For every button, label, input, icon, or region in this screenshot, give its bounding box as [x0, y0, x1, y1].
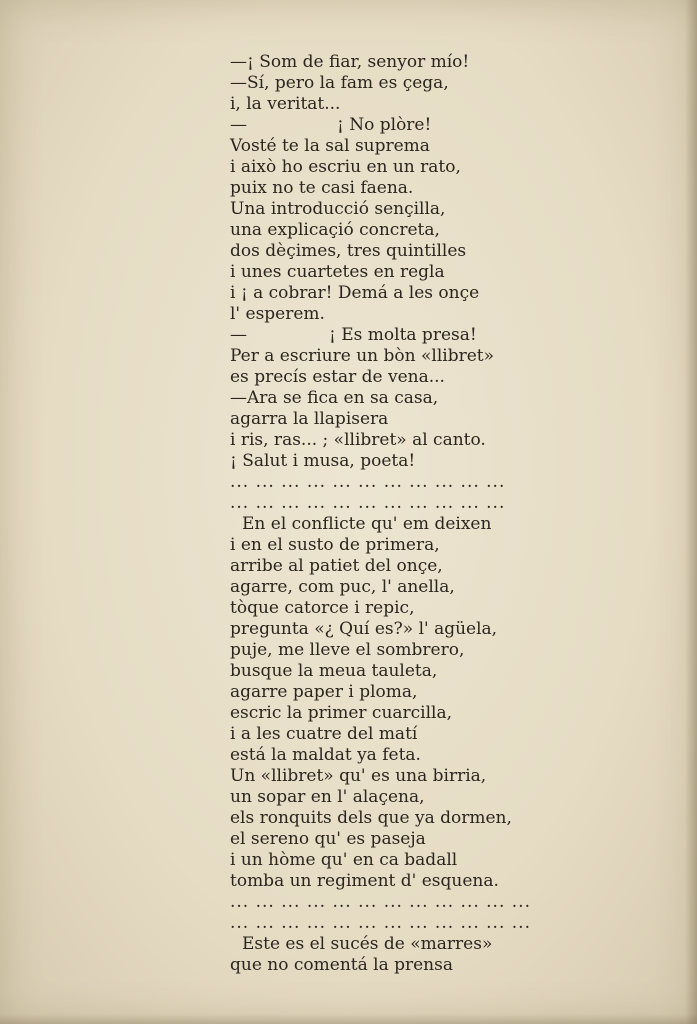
verse-line: es precís estar de vena... [230, 367, 445, 387]
verse-line: l' esperem. [230, 304, 325, 324]
verse-line: i en el susto de primera, [230, 535, 440, 555]
dialogue-dash: — [230, 115, 247, 135]
ellipsis-separator: ... ... ... ... ... ... ... ... ... ... ... [230, 493, 506, 513]
verse-line: puix no te casi faena. [230, 178, 414, 198]
verse-line: i, la veritat... [230, 94, 341, 114]
verse-line: un sopar en l' alaçena, [230, 787, 425, 807]
verse-line: tomba un regiment d' esquena. [230, 871, 499, 891]
verse-line: Un «llibret» qu' es una birria, [230, 766, 487, 786]
page-bottom-shadow [0, 1014, 697, 1024]
verse-line-right: ¡ No plòre! [337, 115, 432, 135]
ellipsis-separator: ... ... ... ... ... ... ... ... ... ... ... [230, 472, 506, 492]
verse-line: els ronquits dels que ya dormen, [230, 808, 512, 828]
verse-line: una explicaçió concreta, [230, 220, 440, 240]
verse-line-right: ¡ Es molta presa! [329, 325, 477, 345]
page-edge-shadow [685, 0, 697, 1024]
verse-line: dos dèçimes, tres quintilles [230, 241, 467, 261]
verse-line: En el conflicte qu' em deixen [242, 514, 492, 534]
verse-line: —Sí, pero la fam es çega, [230, 73, 449, 93]
ellipsis-separator: ... ... ... ... ... ... ... ... ... ... ... ... [230, 892, 531, 912]
verse-line: i ris, ras... ; «llibret» al canto. [230, 430, 486, 450]
verse-line: Per a escriure un bòn «llibret» [230, 346, 494, 366]
verse-line: está la maldat ya feta. [230, 745, 421, 765]
verse-line: arribe al patiet del onçe, [230, 556, 443, 576]
verse-line: i ¡ a cobrar! Demá a les onçe [230, 283, 480, 303]
verse-line-split [230, 325, 560, 346]
verse-line: i a les cuatre del matí [230, 724, 418, 744]
verse-line: agarra la llapisera [230, 409, 389, 429]
verse-line: i això ho escriu en un rato, [230, 157, 461, 177]
verse-line: que no comentá la prensa [230, 955, 453, 975]
verse-line: Vosté te la sal suprema [230, 136, 430, 156]
verse-line: pregunta «¿ Quí es?» l' agüela, [230, 619, 498, 639]
verse-line: —Ara se fica en sa casa, [230, 388, 439, 408]
verse-line: el sereno qu' es paseja [230, 829, 426, 849]
verse-line: escric la primer cuarcilla, [230, 703, 453, 723]
verse-line: —¡ Som de fiar, senyor mío! [230, 52, 470, 72]
verse-line: i unes cuartetes en regla [230, 262, 445, 282]
dialogue-dash: — [230, 325, 247, 345]
verse-line: Este es el sucés de «marres» [242, 934, 493, 954]
verse-line: busque la meua tauleta, [230, 661, 438, 681]
verse-line: i un hòme qu' en ca badall [230, 850, 458, 870]
verse-line: agarre, com puc, l' anella, [230, 577, 455, 597]
verse-line: agarre paper i ploma, [230, 682, 418, 702]
verse-line: Una introducció sençilla, [230, 199, 446, 219]
ellipsis-separator: ... ... ... ... ... ... ... ... ... ... ... ... [230, 913, 531, 933]
verse-line-split [230, 115, 560, 136]
verse-line: ¡ Salut i musa, poeta! [230, 451, 416, 471]
verse-line: tòque catorce i repic, [230, 598, 415, 618]
verse-line: puje, me lleve el sombrero, [230, 640, 465, 660]
poem-text [230, 52, 560, 976]
